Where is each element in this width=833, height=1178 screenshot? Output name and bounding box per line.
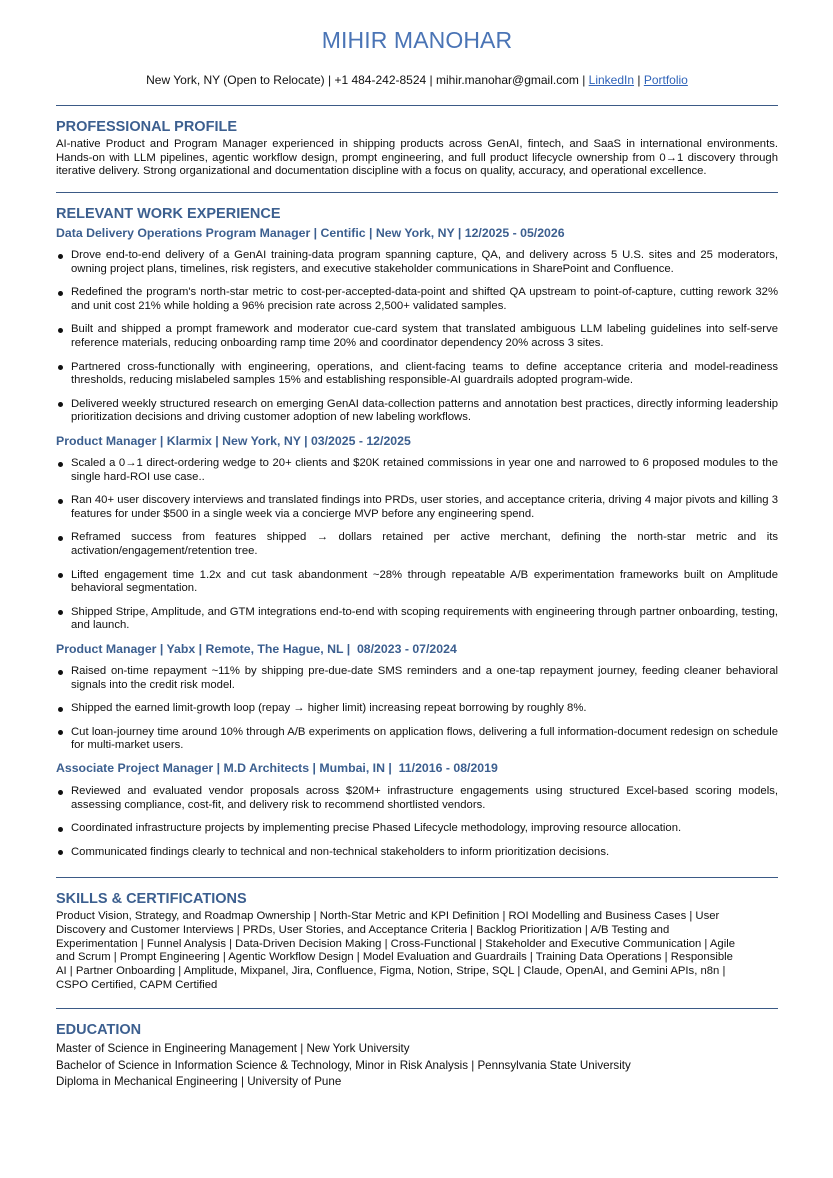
list-item: Reviewed and evaluated vendor proposals across $20M+ infrastructure engagements using structured Excel-based scoring models, assessing compliance, cost-fit, and delivery risk to recommend shortlisted vendors.: [56, 785, 778, 812]
list-item: Built and shipped a prompt framework and moderator cue-card system that translated ambiguous LLM labeling guidelines into self-serve reference materials, reducing onboarding ramp time 20% and coordinator dependency 20% across 3 sites.: [56, 323, 778, 350]
job-title-yabx: Product Manager | Yabx | Remote, The Hague, NL | 08/2023 - 07/2024: [56, 642, 457, 656]
list-item: Raised on-time repayment ~11% by shipping pre-due-date SMS reminders and a one-tap repayment journey, feeding cleaner behavioral signals into the credit risk model.: [56, 665, 778, 692]
skills-line: Discovery and Customer Interviews | PRDs, User Stories, and Acceptance Criteria | Backlog Prioritization | A/B Testing and: [56, 923, 670, 936]
list-item: Scaled a 0→1 direct-ordering wedge to 20+ clients and $20K retained commissions in year one and narrowed to 6 proposed modules to the single hard-ROI use case..: [56, 457, 778, 484]
section-divider: [56, 1008, 778, 1009]
list-item: Ran 40+ user discovery interviews and translated findings into PRDs, user stories, and acceptance criteria, driving 4 major pivots and killing 3 features for under $500 in a single week via a concierge MVP before any engineering spend.: [56, 494, 778, 521]
linkedin-link[interactable]: LinkedIn: [588, 73, 635, 87]
job-title-centific: Data Delivery Operations Program Manager | Centific | New York, NY | 12/2025 - 05/2026: [56, 226, 565, 240]
job-bullets-yabx: [56, 665, 778, 753]
list-item: Drove end-to-end delivery of a GenAI training-data program spanning capture, QA, and delivery across 5 U.S. sites and 25 moderators, owning project plans, timelines, risk registers, and executive stakeholder communications in SharePoint and Confluence.: [56, 249, 778, 276]
skills-line: Product Vision, Strategy, and Roadmap Ownership | North-Star Metric and KPI Definition | ROI Modelling and Business Cases | User: [56, 910, 720, 922]
job-bullets-md-architects: [56, 785, 778, 859]
job-title-klarmix: Product Manager | Klarmix | New York, NY | 03/2025 - 12/2025: [56, 434, 411, 448]
list-item: Cut loan-journey time around 10% through A/B experiments on application flows, delivering a full information-document redesign on schedule for multi-market users.: [56, 726, 778, 753]
contact-line: [56, 72, 778, 88]
skills-line: and Scrum | Prompt Engineering | Agentic Workflow Design | Model Evaluation and Guardrails | Training Data Operations | Responsible: [56, 951, 733, 964]
job-title-md-architects: Associate Project Manager | M.D Architects | Mumbai, IN | 11/2016 - 08/2019: [56, 761, 498, 775]
skills-line: CSPO Certified, CAPM Certified: [56, 978, 218, 991]
job-bullets-centific: [56, 249, 778, 425]
contact-text: New York, NY (Open to Relocate) | +1 484-242-8524 | mihir.manohar@gmail.com |: [146, 73, 589, 87]
education-item: Diploma in Mechanical Engineering | University of Pune: [56, 1075, 342, 1088]
list-item: Partnered cross-functionally with engineering, operations, and client-facing teams to define acceptance criteria and model-readiness thresholds, reducing mislabeled samples 15% and establishing responsible-AI guardrails adopted program-wide.: [56, 361, 778, 388]
profile-summary: AI-native Product and Program Manager experienced in shipping products across GenAI, fintech, and SaaS in international environments. Hands-on with LLM pipelines, agentic workflow design, prompt engineering, and full product lifecycle ownership from 0→1 discovery through iterative delivery. Strong organizational and documentation discipline with a focus on quality, accuracy, and operational excellence.: [56, 138, 778, 178]
education-item: Master of Science in Engineering Management | New York University: [56, 1042, 410, 1055]
section-divider: [56, 192, 778, 193]
list-item: Delivered weekly structured research on emerging GenAI data-collection patterns and annotation best practices, directly informing leadership prioritization decisions and driving customer adoption of new labeling workflows.: [56, 398, 778, 425]
section-divider: [56, 105, 778, 106]
list-item: Communicated findings clearly to technical and non-technical stakeholders to inform prioritization decisions.: [56, 846, 778, 860]
list-item: Reframed success from features shipped → dollars retained per active merchant, defining the north-star metric and its activation/engagement/retention tree.: [56, 531, 778, 558]
candidate-name: MIHIR MANOHAR: [321, 27, 513, 53]
skills-line: Experimentation | Funnel Analysis | Data-Driven Decision Making | Cross-Functional | Stakeholder and Executive Communication | Agile: [56, 937, 735, 950]
education-heading: EDUCATION: [56, 1022, 142, 1038]
job-bullets-klarmix: [56, 457, 778, 633]
list-item: Shipped the earned limit-growth loop (repay → higher limit) increasing repeat borrowing by roughly 8%.: [56, 702, 778, 716]
list-item: Shipped Stripe, Amplitude, and GTM integrations end-to-end with scoping requirements with engineering through partner onboarding, testing, and launch.: [56, 606, 778, 633]
contact-separator: |: [634, 73, 644, 87]
skills-line: AI | Partner Onboarding | Amplitude, Mixpanel, Jira, Confluence, Figma, Notion, Stripe, SQL | Claude, OpenAI, and Gemini APIs, n8n |: [56, 965, 726, 978]
education-item: Bachelor of Science in Information Science & Technology, Minor in Risk Analysis | Pennsylvania State University: [56, 1059, 631, 1072]
skills-list: [56, 910, 778, 993]
portfolio-link[interactable]: Portfolio: [643, 73, 688, 87]
list-item: Coordinated infrastructure projects by implementing precise Phased Lifecycle methodology, improving resource allocation.: [56, 822, 778, 836]
skills-heading: SKILLS & CERTIFICATIONS: [56, 891, 247, 907]
list-item: Redefined the program's north-star metric to cost-per-accepted-data-point and shifted QA upstream to point-of-capture, cutting rework 32% and unit cost 21% while holding a 96% precision rate across 2,500+ validated samples.: [56, 286, 778, 313]
list-item: Lifted engagement time 1.2x and cut task abandonment ~28% through repeatable A/B experimentation frameworks built on Amplitude behavioral segmentation.: [56, 569, 778, 596]
profile-heading: PROFESSIONAL PROFILE: [56, 119, 238, 135]
experience-heading: RELEVANT WORK EXPERIENCE: [56, 206, 281, 222]
section-divider: [56, 877, 778, 878]
